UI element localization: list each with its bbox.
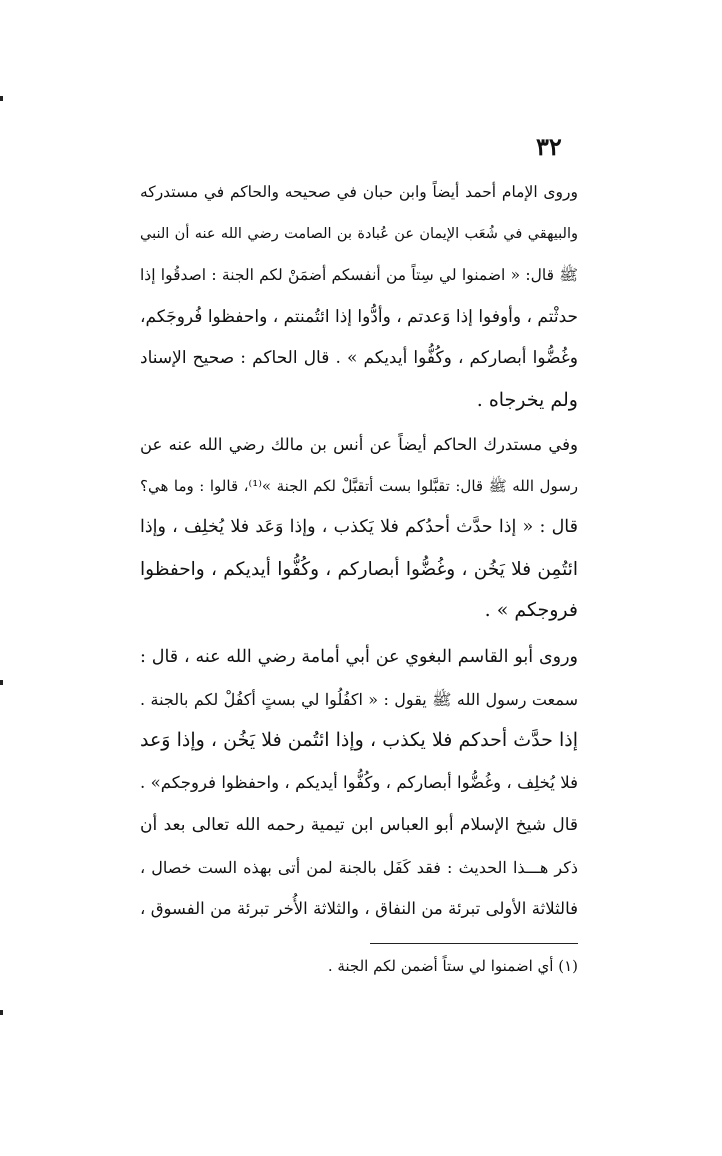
text-line: وروى الإمام أحمد أيضاً وابن حبان في صحيحه والحاكم في مستدركه <box>140 183 578 201</box>
footnote: (١) أي اضمنوا لي ستاً أضمن لكم الجنة . <box>327 957 578 975</box>
text-line: ﷺ قال: « اضمنوا لي سِتاً من أنفسكم أضمَنْ لكم الجنة : اصدقُوا إذا <box>140 266 578 284</box>
text-line: إذا حدَّث أحدكم فلا يكذب ، وإذا ائتُمن فلا يَخُن ، وإذا وَعد <box>140 729 578 751</box>
margin-mark <box>0 680 3 685</box>
text-line: فالثلاثة الأولى تبرئة من النفاق ، والثلاثة الأُخر تبرئة من الفسوق ، <box>140 899 578 918</box>
text-line: ولم يخرجاه . <box>476 388 578 411</box>
text-line: وروى أبو القاسم البغوي عن أبي أمامة رضي الله عنه ، قال : <box>140 647 578 667</box>
text-line: قال شيخ الإسلام أبو العباس ابن تيمية رحمه الله تعالى بعد أن <box>140 815 578 835</box>
paragraph-1 <box>140 172 578 421</box>
text-line: وغُضُّوا أبصاركم ، وكُفُّوا أيديكم » . قال الحاكم : صحيح الإسناد <box>140 348 578 368</box>
text-line: وفي مستدرك الحاكم أيضاً عن أنس بن مالك رضي الله عنه عن <box>140 435 578 454</box>
text-line: والبيهقي في شُعَب الإيمان عن عُبادة بن الصامت رضي الله عنه أن النبي <box>140 225 578 242</box>
page-number: ٣٢ <box>536 132 562 161</box>
paragraph-4 <box>140 805 578 930</box>
paragraph-3 <box>140 637 578 803</box>
footnote-divider <box>370 943 578 944</box>
text-line: حدثْتم ، وأوفوا إذا وَعدتم ، وأدُّوا إذا ائتُمنتم ، واحفظوا فُروجَكم، <box>140 306 578 327</box>
margin-mark <box>0 1010 3 1015</box>
paragraph-2 <box>140 424 578 632</box>
text-line: ائتُمِن فلا يَخُن ، وغُضُّوا أبصاركم ، وكُفُّوا أيديكم ، واحفظوا <box>140 558 578 580</box>
text-line: ذكر هـــذا الحديث : فقد كَفَل بالجنة لمن أتى بهذه الست خصال ، <box>140 857 578 877</box>
text-line: فلا يُخلِف ، وغُضُّوا أبصاركم ، وكُفُّوا أيديكم ، واحفظوا فروجكم» . <box>140 772 578 792</box>
text-line: سمعت رسول الله ﷺ يقول : « اكفُلُوا لي بستٍ أكفُلْ لكم بالجنة . <box>140 689 578 709</box>
text-line: فروجكم » . <box>484 599 578 621</box>
text-line: رسول الله ﷺ قال: تقبَّلوا بست أتقبَّلْ لكم الجنة »⁽¹⁾، قالوا : وما هي؟ <box>140 476 579 495</box>
text-line: قال : « إذا حدَّث أحدُكم فلا يَكذب ، وإذا وَعَد فلا يُخلِف ، وإذا <box>140 517 578 537</box>
margin-mark <box>0 96 3 101</box>
